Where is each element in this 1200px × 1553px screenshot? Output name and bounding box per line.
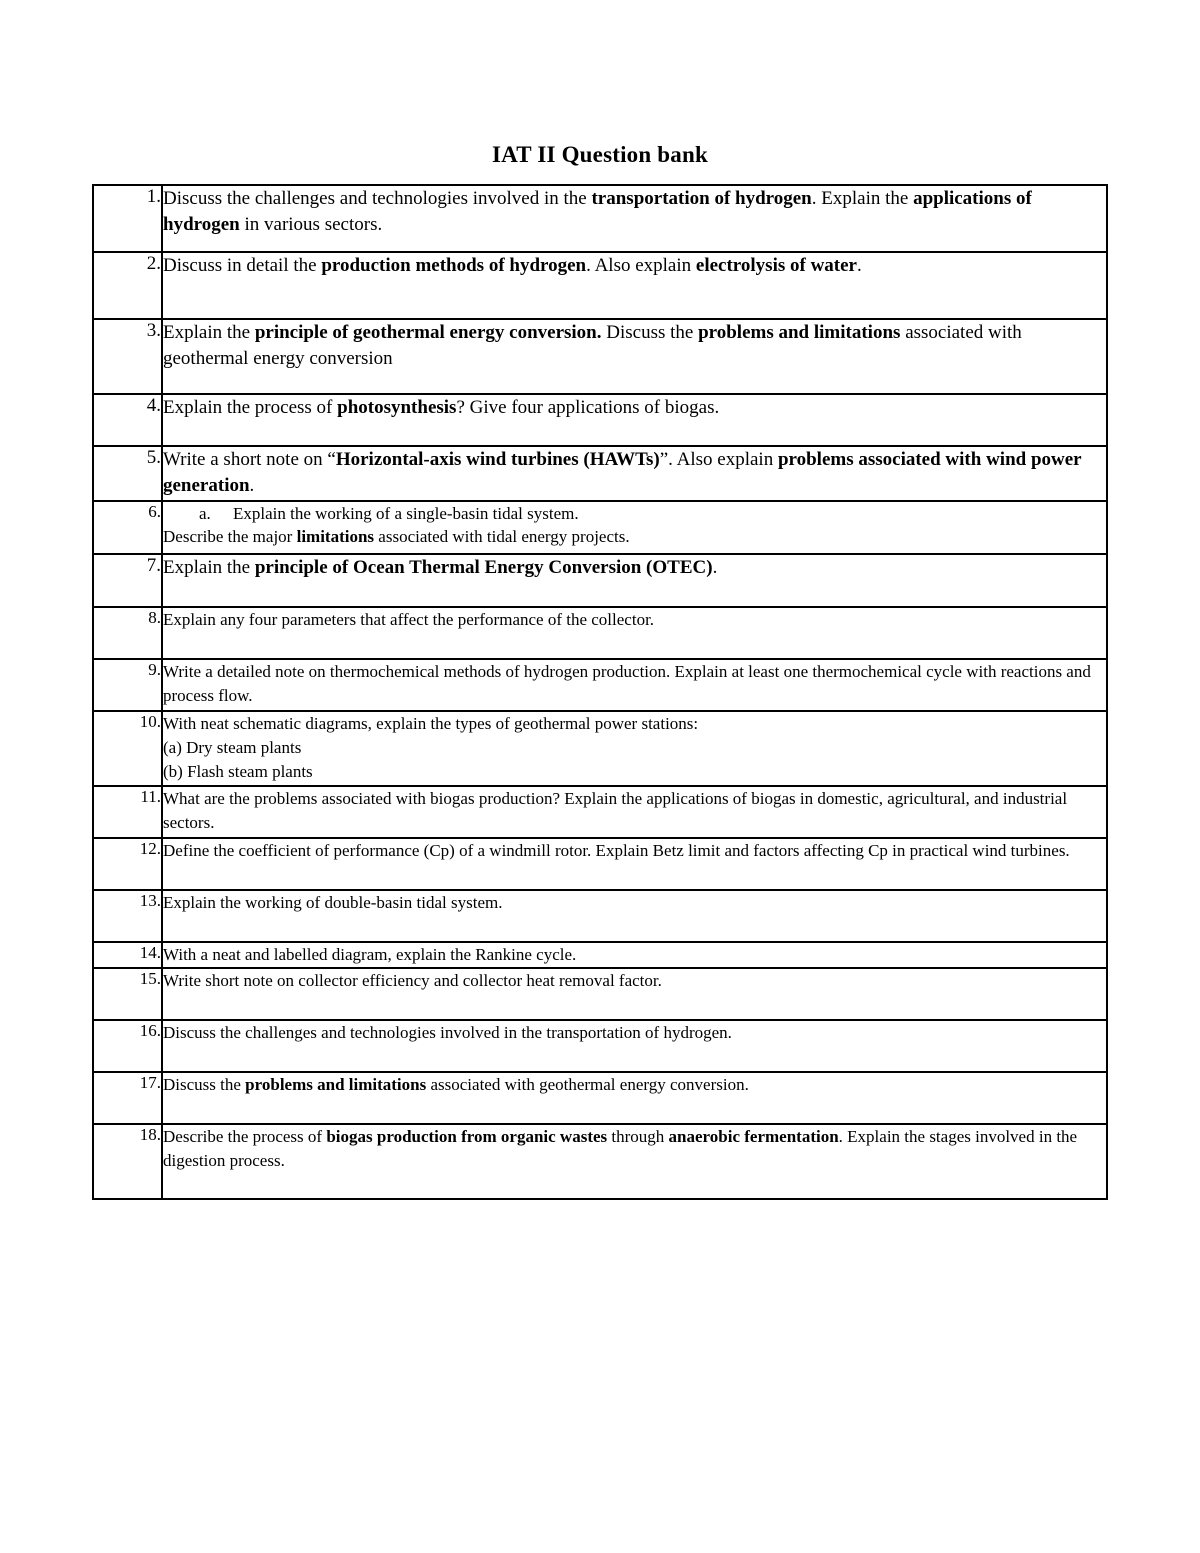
question-text-segment: in various sectors. [239,214,383,235]
question-text-bold: problems associated with wind power generation [163,449,1082,496]
question-text [162,554,1107,607]
question-text [162,786,1107,838]
question-text-bold: electrolysis of water [695,255,857,276]
question-number: 13. [93,890,162,942]
question-text-segment: Discuss the challenges and technologies involved in the transportation of hydrogen. [163,1023,732,1042]
question-text-segment: What are the problems associated with biogas production? Explain the applications of biogas in domestic, agricultural, and industrial sectors. [163,789,1068,832]
question-row [93,252,1107,319]
question-number: 10. [93,711,162,786]
question-row [93,185,1107,252]
question-text-segment: ? Give four applications of biogas. [456,397,720,418]
question-text [162,501,1107,554]
subitem-label: a. [199,504,211,523]
question-text-segment: . Explain the stages involved in the digestion process. [163,1127,1078,1170]
question-row [93,659,1107,711]
question-number: 5. [93,446,162,501]
question-row [93,890,1107,942]
question-row [93,942,1107,968]
question-text-bold: principle of Ocean Thermal Energy Conversion (OTEC) [254,557,713,578]
question-text-segment: Explain the process of [163,397,338,418]
question-text-bold: limitations [296,527,375,546]
question-text-segment: Discuss in detail the [163,255,322,276]
question-text-bold: photosynthesis [337,397,457,418]
question-text-bold: production methods of hydrogen [321,255,587,276]
question-text-segment: through [607,1127,669,1146]
question-text [162,890,1107,942]
question-text [162,968,1107,1020]
question-text-bold: biogas production from organic wastes [326,1127,608,1146]
subitem-text: Explain the working of a single-basin tidal system. [233,504,579,523]
page-title: IAT II Question bank [492,142,708,167]
question-text-segment: Define the coefficient of performance (Cp) of a windmill rotor. Explain Betz limit and factors affecting Cp in practical wind turbines. [163,841,1070,860]
question-row [93,501,1107,554]
question-text-segment: . Explain the [811,188,914,209]
question-text-segment: Discuss the [163,1075,246,1094]
question-text-segment: Write a detailed note on thermochemical methods of hydrogen production. Explain at least one thermochemical cycle with reactions and process flow. [163,662,1091,705]
question-text-segment: . [712,557,718,578]
question-number: 9. [93,659,162,711]
question-line: With neat schematic diagrams, explain the types of geothermal power stations: [163,714,699,733]
question-row [93,968,1107,1020]
question-number: 12. [93,838,162,890]
question-text-bold: principle of geothermal energy conversion. [254,322,602,343]
question-text [162,659,1107,711]
question-number: 2. [93,252,162,319]
question-text [162,319,1107,394]
question-row [93,319,1107,394]
question-number: 6. [93,501,162,554]
question-text [162,711,1107,786]
question-text-bold: problems and limitations [245,1075,427,1094]
question-text-segment: ”. Also explain [659,449,778,470]
question-text-segment: . [857,255,862,276]
question-text [162,1072,1107,1124]
question-text-segment: Explain the working of double-basin tidal system. [163,893,503,912]
question-text-segment: associated with geothermal energy conversion [163,322,1022,369]
question-text [162,252,1107,319]
question-number: 3. [93,319,162,394]
question-row [93,554,1107,607]
question-text-segment: Write a short note on “ [163,449,336,470]
question-text-bold: anaerobic fermentation [668,1127,839,1146]
question-text-bold: Horizontal-axis wind turbines (HAWTs) [335,449,660,470]
question-number: 8. [93,607,162,659]
question-line [163,526,1106,548]
question-text-segment: Discuss the [601,322,699,343]
question-row [93,1124,1107,1199]
question-text-segment: associated with geothermal energy conversion. [426,1075,749,1094]
question-text-segment: Describe the process of [163,1127,327,1146]
question-text-segment: . [249,475,255,496]
question-number: 14. [93,942,162,968]
question-line: (a) Dry steam plants [163,738,302,757]
question-text-bold: problems and limitations [698,322,901,343]
question-row [93,607,1107,659]
question-number: 7. [93,554,162,607]
question-number: 18. [93,1124,162,1199]
question-text-bold: transportation of hydrogen [591,188,812,209]
question-row [93,1072,1107,1124]
question-number: 1. [93,185,162,252]
question-text-segment: Explain the [163,322,255,343]
question-row [93,394,1107,446]
question-row [93,1020,1107,1072]
question-number: 4. [93,394,162,446]
question-row [93,446,1107,501]
question-text-segment: Explain any four parameters that affect the performance of the collector. [163,610,655,629]
question-row [93,711,1107,786]
question-number: 16. [93,1020,162,1072]
question-table [92,184,1108,1200]
question-row [93,838,1107,890]
question-text [162,446,1107,501]
question-table-body [93,185,1107,1199]
question-text-segment: . Also explain [586,255,696,276]
question-text [162,394,1107,446]
question-number: 17. [93,1072,162,1124]
question-text-segment: Discuss the challenges and technologies involved in the [163,188,592,209]
question-text-segment: With a neat and labelled diagram, explain the Rankine cycle. [163,945,577,964]
question-text-bold: applications of hydrogen [163,188,1032,235]
question-number: 11. [93,786,162,838]
question-text-segment: associated with tidal energy projects. [374,527,630,546]
question-text [162,607,1107,659]
question-text [162,942,1107,968]
question-text [162,838,1107,890]
question-text-segment: Write short note on collector efficiency and collector heat removal factor. [163,971,662,990]
question-text [162,185,1107,252]
question-text [162,1020,1107,1072]
question-line: (b) Flash steam plants [163,762,313,781]
question-subitem [163,502,1106,526]
question-text-segment: Explain the [163,557,255,578]
question-text-segment: Describe the major [163,527,297,546]
question-text [162,1124,1107,1199]
question-row [93,786,1107,838]
question-number: 15. [93,968,162,1020]
